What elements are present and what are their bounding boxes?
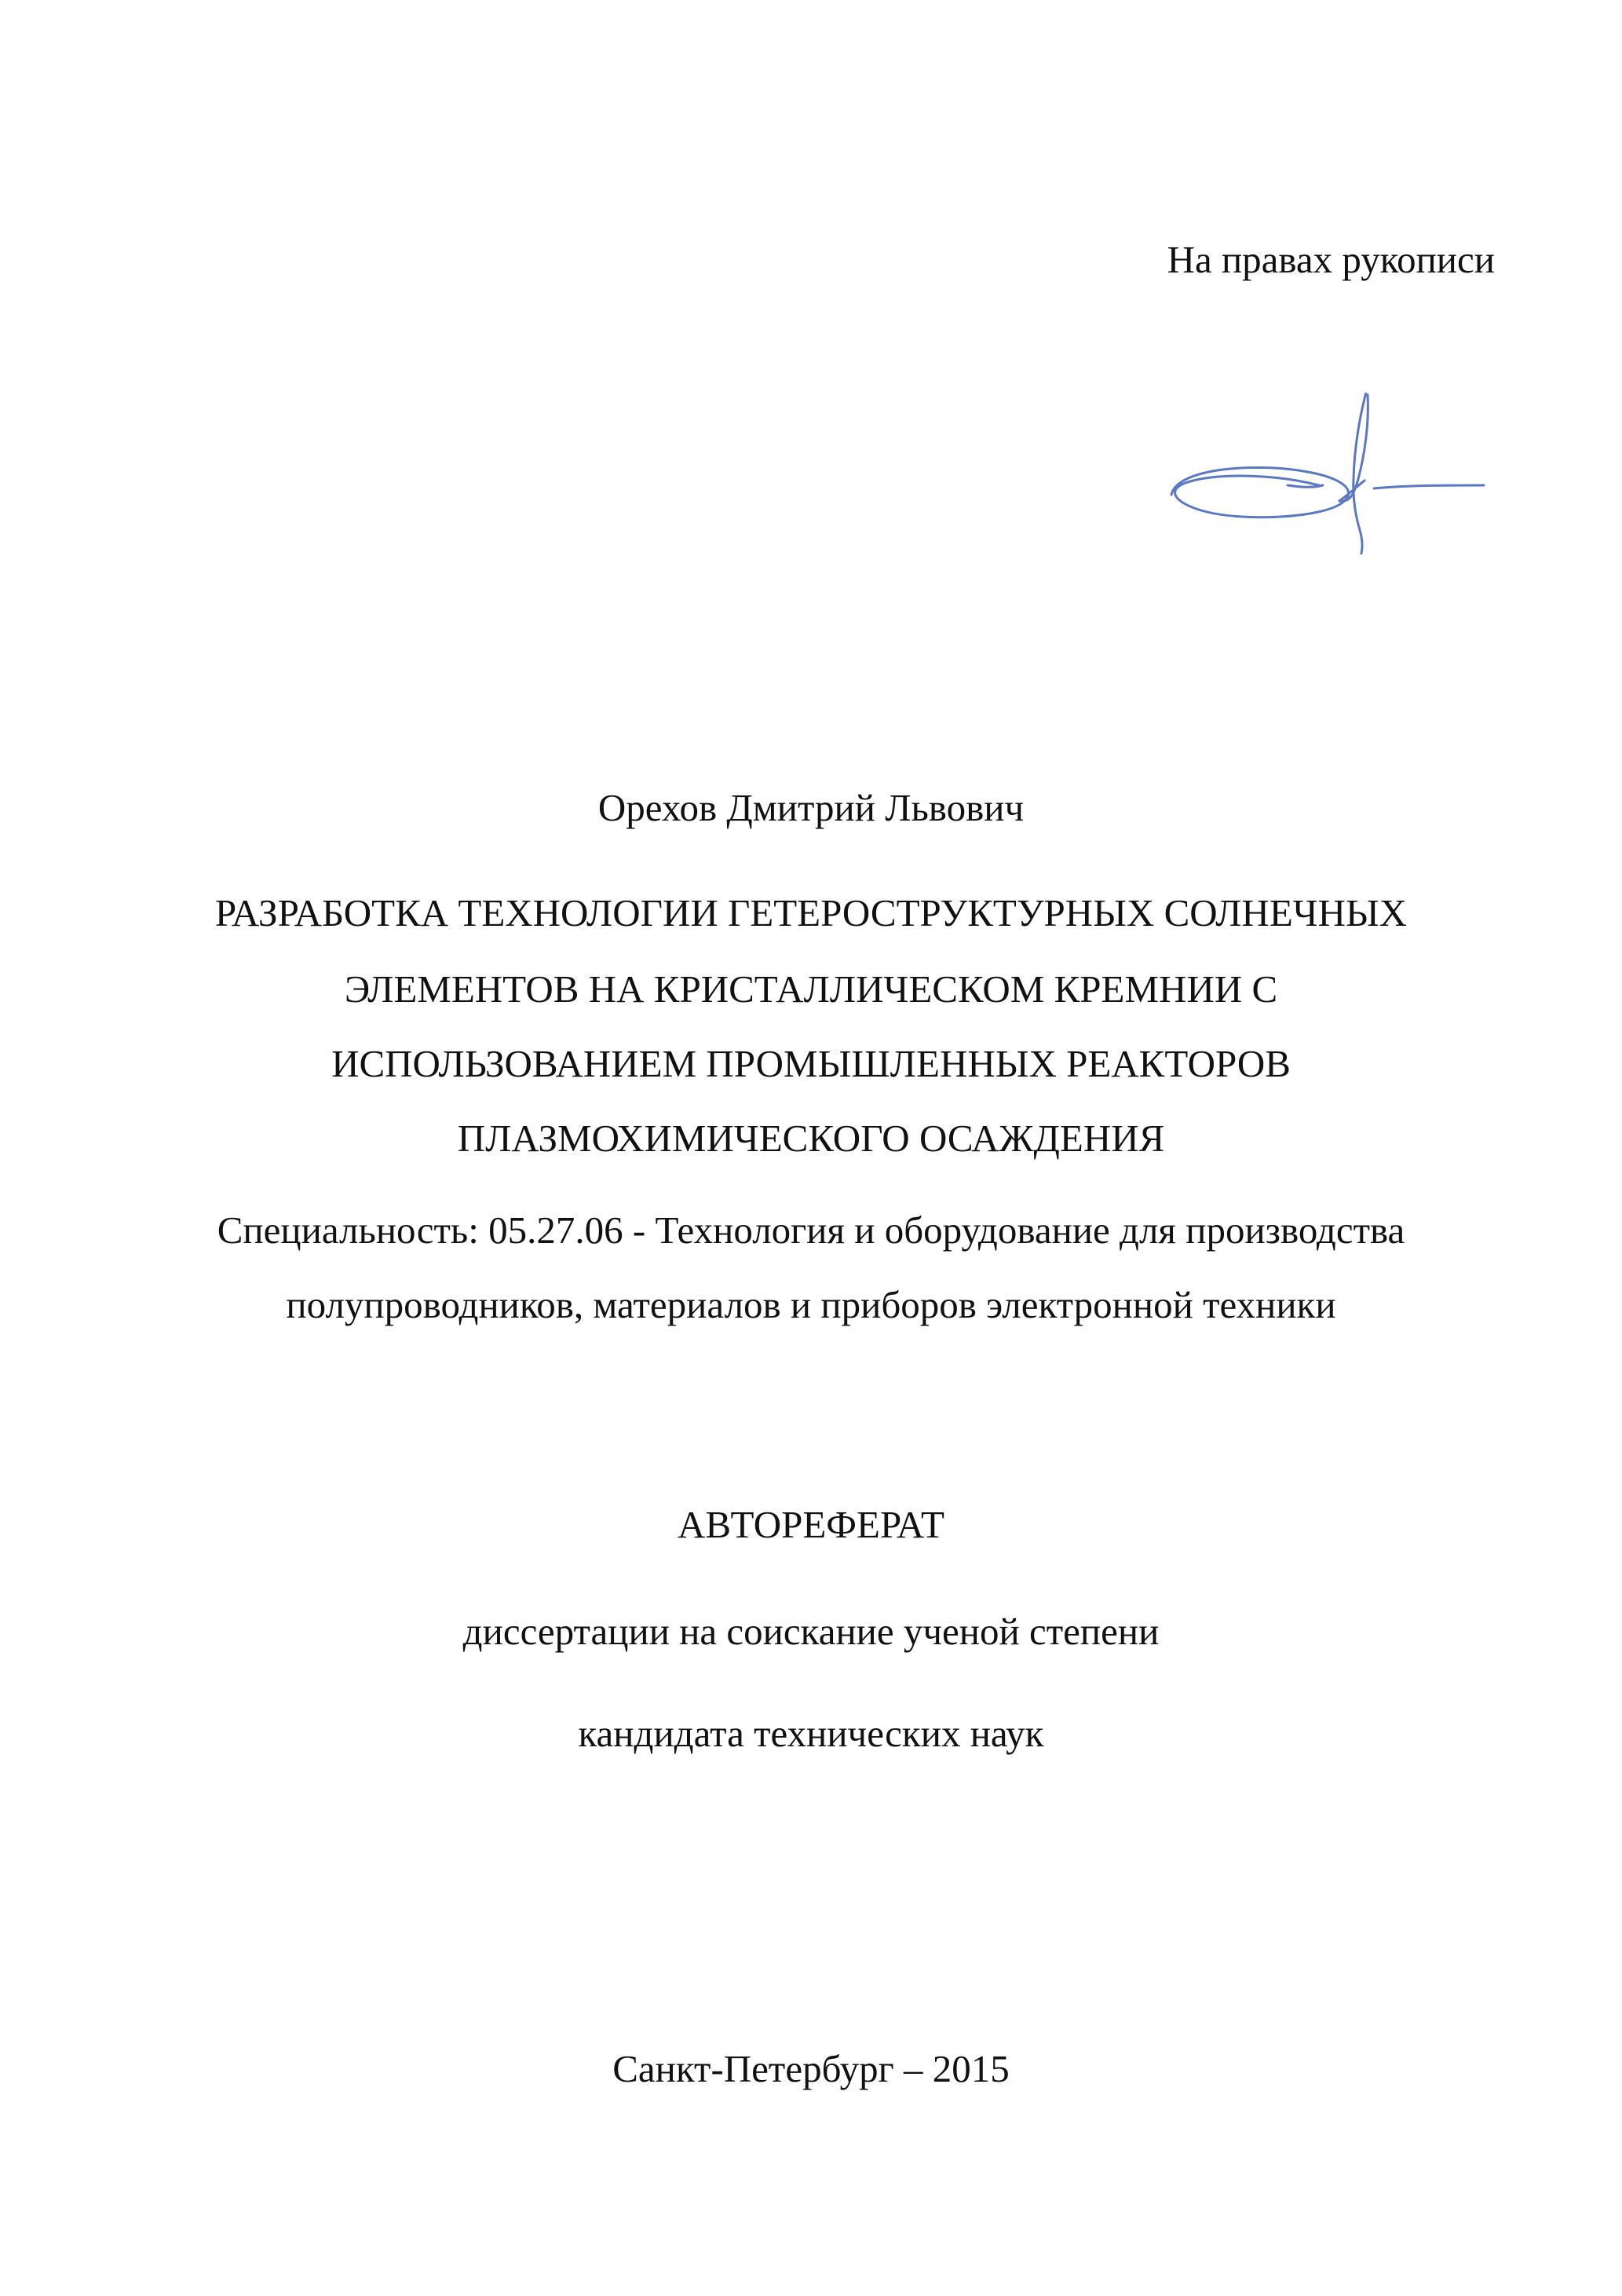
manuscript-rights-note: На правах рукописи: [1167, 238, 1495, 281]
document-type-label: АВТОРЕФЕРАТ: [678, 1503, 944, 1546]
author-name: Орехов Дмитрий Львович: [597, 786, 1025, 829]
title-line-1: РАЗРАБОТКА ТЕХНОЛОГИИ ГЕТЕРОСТРУКТУРНЫХ СОЛНЕЧНЫХ: [214, 891, 1408, 934]
title-line-3: ИСПОЛЬЗОВАНИЕМ ПРОМЫШЛЕННЫХ РЕАКТОРОВ: [331, 1042, 1291, 1085]
dissertation-line: диссертации на соискание ученой степени: [462, 1610, 1160, 1653]
specialty-line-2: полупроводников, материалов и приборов электронной техники: [286, 1283, 1336, 1326]
place-year: Санкт-Петербург – 2015: [612, 2047, 1010, 2090]
signature-icon: [1162, 393, 1492, 558]
title-line-4: ПЛАЗМОХИМИЧЕСКОГО ОСАЖДЕНИЯ: [457, 1117, 1165, 1160]
degree-line: кандидата технических наук: [578, 1712, 1044, 1755]
title-line-2: ЭЛЕМЕНТОВ НА КРИСТАЛЛИЧЕСКОМ КРЕМНИИ С: [344, 967, 1278, 1011]
specialty-line-1: Специальность: 05.27.06 - Технология и оборудование для производства: [217, 1208, 1405, 1252]
